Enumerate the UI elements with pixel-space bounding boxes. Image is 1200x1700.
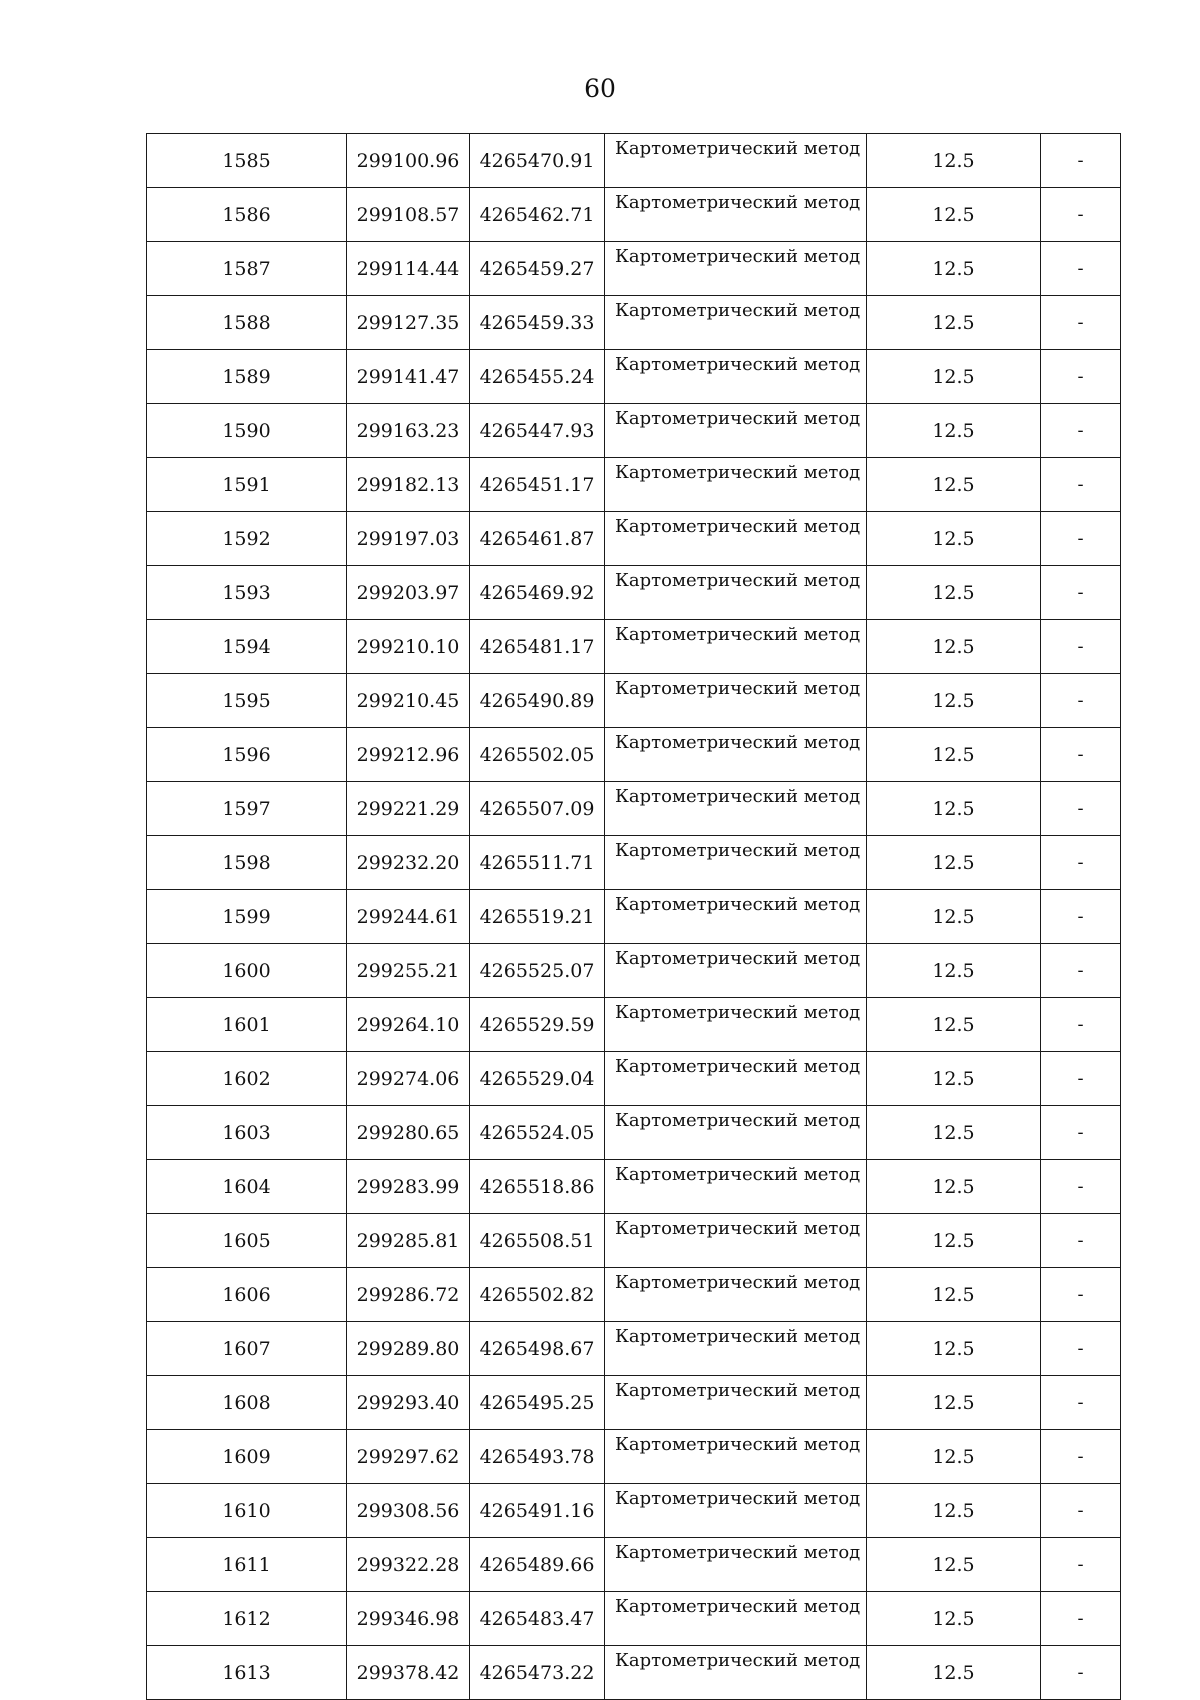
x-coordinate-cell: 299232.20 [347, 836, 470, 890]
method-cell: Картометрический метод [605, 350, 867, 404]
table-row [147, 1538, 1121, 1592]
table-row [147, 1430, 1121, 1484]
x-coordinate-cell: 299182.13 [347, 458, 470, 512]
y-coordinate-cell: 4265502.82 [470, 1268, 605, 1322]
x-coordinate-cell: 299197.03 [347, 512, 470, 566]
accuracy-cell: 12.5 [867, 1322, 1041, 1376]
note-cell: - [1041, 998, 1121, 1052]
x-coordinate-cell: 299212.96 [347, 728, 470, 782]
table-row [147, 350, 1121, 404]
table-row [147, 1214, 1121, 1268]
table-row [147, 404, 1121, 458]
point-number-cell: 1609 [147, 1430, 347, 1484]
method-cell: Картометрический метод [605, 674, 867, 728]
y-coordinate-cell: 4265519.21 [470, 890, 605, 944]
note-cell: - [1041, 242, 1121, 296]
note-cell: - [1041, 350, 1121, 404]
table-row [147, 1484, 1121, 1538]
accuracy-cell: 12.5 [867, 1106, 1041, 1160]
point-number-cell: 1605 [147, 1214, 347, 1268]
point-number-cell: 1586 [147, 188, 347, 242]
y-coordinate-cell: 4265469.92 [470, 566, 605, 620]
x-coordinate-cell: 299289.80 [347, 1322, 470, 1376]
method-cell: Картометрический метод [605, 728, 867, 782]
y-coordinate-cell: 4265493.78 [470, 1430, 605, 1484]
table-row [147, 296, 1121, 350]
method-cell: Картометрический метод [605, 1268, 867, 1322]
point-number-cell: 1599 [147, 890, 347, 944]
table-row [147, 782, 1121, 836]
note-cell: - [1041, 674, 1121, 728]
x-coordinate-cell: 299244.61 [347, 890, 470, 944]
accuracy-cell: 12.5 [867, 1376, 1041, 1430]
x-coordinate-cell: 299108.57 [347, 188, 470, 242]
x-coordinate-cell: 299286.72 [347, 1268, 470, 1322]
x-coordinate-cell: 299297.62 [347, 1430, 470, 1484]
method-cell: Картометрический метод [605, 404, 867, 458]
x-coordinate-cell: 299378.42 [347, 1646, 470, 1700]
accuracy-cell: 12.5 [867, 404, 1041, 458]
table-row [147, 1160, 1121, 1214]
y-coordinate-cell: 4265511.71 [470, 836, 605, 890]
method-cell: Картометрический метод [605, 782, 867, 836]
table-row [147, 1592, 1121, 1646]
method-cell: Картометрический метод [605, 1160, 867, 1214]
table-row [147, 1052, 1121, 1106]
point-number-cell: 1607 [147, 1322, 347, 1376]
method-cell: Картометрический метод [605, 1322, 867, 1376]
table-row [147, 188, 1121, 242]
note-cell: - [1041, 620, 1121, 674]
method-cell: Картометрический метод [605, 188, 867, 242]
accuracy-cell: 12.5 [867, 458, 1041, 512]
point-number-cell: 1594 [147, 620, 347, 674]
x-coordinate-cell: 299308.56 [347, 1484, 470, 1538]
accuracy-cell: 12.5 [867, 296, 1041, 350]
note-cell: - [1041, 1484, 1121, 1538]
y-coordinate-cell: 4265447.93 [470, 404, 605, 458]
y-coordinate-cell: 4265481.17 [470, 620, 605, 674]
note-cell: - [1041, 512, 1121, 566]
y-coordinate-cell: 4265498.67 [470, 1322, 605, 1376]
method-cell: Картометрический метод [605, 1106, 867, 1160]
y-coordinate-cell: 4265502.05 [470, 728, 605, 782]
table-row [147, 1376, 1121, 1430]
accuracy-cell: 12.5 [867, 728, 1041, 782]
method-cell: Картометрический метод [605, 944, 867, 998]
accuracy-cell: 12.5 [867, 242, 1041, 296]
point-number-cell: 1602 [147, 1052, 347, 1106]
accuracy-cell: 12.5 [867, 350, 1041, 404]
accuracy-cell: 12.5 [867, 782, 1041, 836]
accuracy-cell: 12.5 [867, 1268, 1041, 1322]
y-coordinate-cell: 4265483.47 [470, 1592, 605, 1646]
accuracy-cell: 12.5 [867, 1538, 1041, 1592]
accuracy-cell: 12.5 [867, 674, 1041, 728]
note-cell: - [1041, 728, 1121, 782]
x-coordinate-cell: 299210.45 [347, 674, 470, 728]
note-cell: - [1041, 1052, 1121, 1106]
table-row [147, 242, 1121, 296]
point-number-cell: 1606 [147, 1268, 347, 1322]
y-coordinate-cell: 4265524.05 [470, 1106, 605, 1160]
method-cell: Картометрический метод [605, 134, 867, 188]
x-coordinate-cell: 299274.06 [347, 1052, 470, 1106]
method-cell: Картометрический метод [605, 296, 867, 350]
y-coordinate-cell: 4265495.25 [470, 1376, 605, 1430]
note-cell: - [1041, 944, 1121, 998]
x-coordinate-cell: 299322.28 [347, 1538, 470, 1592]
table-row [147, 1322, 1121, 1376]
accuracy-cell: 12.5 [867, 134, 1041, 188]
note-cell: - [1041, 836, 1121, 890]
method-cell: Картометрический метод [605, 1646, 867, 1700]
note-cell: - [1041, 188, 1121, 242]
point-number-cell: 1611 [147, 1538, 347, 1592]
y-coordinate-cell: 4265473.22 [470, 1646, 605, 1700]
y-coordinate-cell: 4265508.51 [470, 1214, 605, 1268]
accuracy-cell: 12.5 [867, 1214, 1041, 1268]
x-coordinate-cell: 299293.40 [347, 1376, 470, 1430]
page-number: 60 [584, 74, 616, 103]
method-cell: Картометрический метод [605, 836, 867, 890]
x-coordinate-cell: 299280.65 [347, 1106, 470, 1160]
table-row [147, 458, 1121, 512]
note-cell: - [1041, 1376, 1121, 1430]
method-cell: Картометрический метод [605, 620, 867, 674]
point-number-cell: 1610 [147, 1484, 347, 1538]
table-row [147, 998, 1121, 1052]
note-cell: - [1041, 1646, 1121, 1700]
y-coordinate-cell: 4265491.16 [470, 1484, 605, 1538]
point-number-cell: 1591 [147, 458, 347, 512]
method-cell: Картометрический метод [605, 1430, 867, 1484]
method-cell: Картометрический метод [605, 242, 867, 296]
x-coordinate-cell: 299255.21 [347, 944, 470, 998]
method-cell: Картометрический метод [605, 890, 867, 944]
note-cell: - [1041, 1214, 1121, 1268]
accuracy-cell: 12.5 [867, 1592, 1041, 1646]
accuracy-cell: 12.5 [867, 890, 1041, 944]
note-cell: - [1041, 1268, 1121, 1322]
accuracy-cell: 12.5 [867, 1646, 1041, 1700]
point-number-cell: 1608 [147, 1376, 347, 1430]
note-cell: - [1041, 1430, 1121, 1484]
point-number-cell: 1612 [147, 1592, 347, 1646]
note-cell: - [1041, 890, 1121, 944]
y-coordinate-cell: 4265490.89 [470, 674, 605, 728]
method-cell: Картометрический метод [605, 458, 867, 512]
y-coordinate-cell: 4265459.27 [470, 242, 605, 296]
point-number-cell: 1595 [147, 674, 347, 728]
y-coordinate-cell: 4265455.24 [470, 350, 605, 404]
table-row [147, 566, 1121, 620]
method-cell: Картометрический метод [605, 1376, 867, 1430]
x-coordinate-cell: 299114.44 [347, 242, 470, 296]
note-cell: - [1041, 782, 1121, 836]
x-coordinate-cell: 299127.35 [347, 296, 470, 350]
table-row [147, 1646, 1121, 1700]
y-coordinate-cell: 4265470.91 [470, 134, 605, 188]
x-coordinate-cell: 299210.10 [347, 620, 470, 674]
y-coordinate-cell: 4265451.17 [470, 458, 605, 512]
x-coordinate-cell: 299163.23 [347, 404, 470, 458]
accuracy-cell: 12.5 [867, 566, 1041, 620]
point-number-cell: 1590 [147, 404, 347, 458]
method-cell: Картометрический метод [605, 1538, 867, 1592]
accuracy-cell: 12.5 [867, 944, 1041, 998]
point-number-cell: 1593 [147, 566, 347, 620]
point-number-cell: 1587 [147, 242, 347, 296]
accuracy-cell: 12.5 [867, 836, 1041, 890]
accuracy-cell: 12.5 [867, 1160, 1041, 1214]
x-coordinate-cell: 299141.47 [347, 350, 470, 404]
note-cell: - [1041, 566, 1121, 620]
x-coordinate-cell: 299100.96 [347, 134, 470, 188]
accuracy-cell: 12.5 [867, 512, 1041, 566]
point-number-cell: 1588 [147, 296, 347, 350]
accuracy-cell: 12.5 [867, 1484, 1041, 1538]
point-number-cell: 1592 [147, 512, 347, 566]
y-coordinate-cell: 4265518.86 [470, 1160, 605, 1214]
point-number-cell: 1597 [147, 782, 347, 836]
y-coordinate-cell: 4265462.71 [470, 188, 605, 242]
point-number-cell: 1604 [147, 1160, 347, 1214]
table-row [147, 944, 1121, 998]
accuracy-cell: 12.5 [867, 620, 1041, 674]
method-cell: Картометрический метод [605, 1052, 867, 1106]
method-cell: Картометрический метод [605, 1214, 867, 1268]
point-number-cell: 1601 [147, 998, 347, 1052]
method-cell: Картометрический метод [605, 998, 867, 1052]
x-coordinate-cell: 299203.97 [347, 566, 470, 620]
x-coordinate-cell: 299221.29 [347, 782, 470, 836]
table-row [147, 1268, 1121, 1322]
note-cell: - [1041, 404, 1121, 458]
note-cell: - [1041, 1322, 1121, 1376]
y-coordinate-cell: 4265459.33 [470, 296, 605, 350]
y-coordinate-cell: 4265525.07 [470, 944, 605, 998]
accuracy-cell: 12.5 [867, 998, 1041, 1052]
point-number-cell: 1600 [147, 944, 347, 998]
accuracy-cell: 12.5 [867, 188, 1041, 242]
point-number-cell: 1598 [147, 836, 347, 890]
note-cell: - [1041, 1160, 1121, 1214]
table-row [147, 890, 1121, 944]
note-cell: - [1041, 1106, 1121, 1160]
note-cell: - [1041, 1538, 1121, 1592]
x-coordinate-cell: 299283.99 [347, 1160, 470, 1214]
method-cell: Картометрический метод [605, 1484, 867, 1538]
point-number-cell: 1613 [147, 1646, 347, 1700]
table-row [147, 512, 1121, 566]
table-row [147, 728, 1121, 782]
table-body [147, 134, 1121, 1700]
point-number-cell: 1603 [147, 1106, 347, 1160]
coordinates-table [146, 133, 1121, 1700]
table-row [147, 134, 1121, 188]
y-coordinate-cell: 4265461.87 [470, 512, 605, 566]
point-number-cell: 1596 [147, 728, 347, 782]
note-cell: - [1041, 134, 1121, 188]
point-number-cell: 1589 [147, 350, 347, 404]
point-number-cell: 1585 [147, 134, 347, 188]
note-cell: - [1041, 1592, 1121, 1646]
table-row [147, 836, 1121, 890]
table-row [147, 674, 1121, 728]
table-row [147, 1106, 1121, 1160]
table-row [147, 620, 1121, 674]
accuracy-cell: 12.5 [867, 1052, 1041, 1106]
y-coordinate-cell: 4265507.09 [470, 782, 605, 836]
x-coordinate-cell: 299346.98 [347, 1592, 470, 1646]
y-coordinate-cell: 4265529.04 [470, 1052, 605, 1106]
note-cell: - [1041, 296, 1121, 350]
x-coordinate-cell: 299264.10 [347, 998, 470, 1052]
method-cell: Картометрический метод [605, 566, 867, 620]
method-cell: Картометрический метод [605, 1592, 867, 1646]
y-coordinate-cell: 4265529.59 [470, 998, 605, 1052]
note-cell: - [1041, 458, 1121, 512]
method-cell: Картометрический метод [605, 512, 867, 566]
accuracy-cell: 12.5 [867, 1430, 1041, 1484]
y-coordinate-cell: 4265489.66 [470, 1538, 605, 1592]
x-coordinate-cell: 299285.81 [347, 1214, 470, 1268]
